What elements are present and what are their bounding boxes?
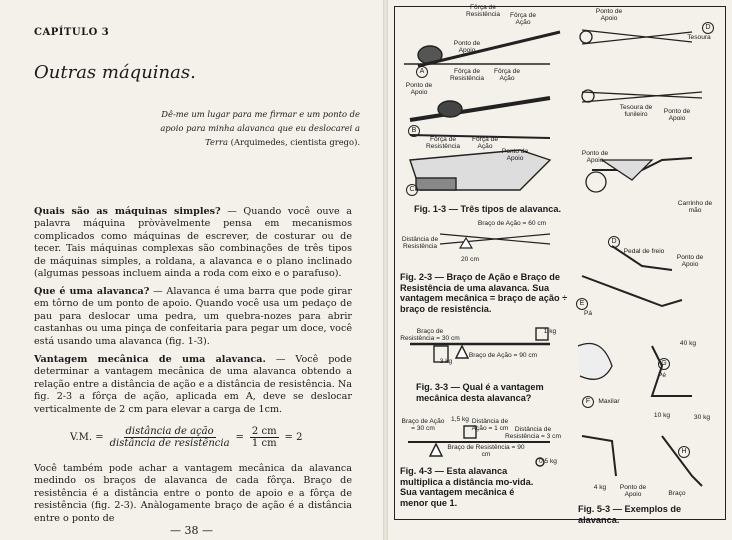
formula-denominator: distância de resistência (109, 438, 230, 449)
label-scissors: Tesoura (687, 34, 711, 41)
label-action-force-c: Fôrça de Ação (471, 136, 499, 150)
label-40kg: 40 kg (679, 340, 697, 347)
lever-types-illustration (400, 10, 580, 210)
label-resistance-distance-3: Distância de Resistência = 3 cm (505, 426, 561, 440)
formula-result: = 2 (284, 432, 303, 443)
paragraph-heading: Que é uma alavanca? (34, 286, 150, 297)
figure-3-3-caption: Fig. 3-3 — Qual é a vantagem mecânica desta alavanca? (416, 382, 544, 403)
label-resistance-force-c: Fôrça de Resistência (425, 136, 461, 150)
label-30kg: 30 kg (693, 414, 711, 421)
label-fulcrum-f: Ponto de Apoio (581, 150, 609, 164)
chapter-label: CAPÍTULO 3 (34, 27, 110, 38)
label-fulcrum-e: Ponto de Apoio (663, 108, 691, 122)
figure-1-3-caption: Fig. 1-3 — Três tipos de alavanca. (414, 204, 562, 214)
paragraph-mechanical-advantage (34, 354, 352, 416)
formula-denominator-2: 1 cm (251, 438, 277, 449)
formula-equals: = (235, 432, 244, 443)
page-title: Outras máquinas. (34, 62, 196, 83)
paragraph-lever (34, 286, 352, 348)
label-3kg: 3 kg (439, 358, 453, 365)
formula-lhs: V.M. = (70, 432, 104, 443)
label-d-example: D (608, 236, 620, 248)
label-fulcrum-g: Ponto de Apoio (676, 254, 704, 268)
paragraph-body: — Quando você ouve a palavra máquina pròvàvelmente pensa em mecanismos complicados como máquinas de escrever, de costurar ou de tecer. Tais máquinas complexas são combinações de três tipos de máquinas simples, a roldana, a alavanca e o plano inclinado (algumas pessoas incluem ainda a roda com eixo e o parafuso). (34, 206, 352, 280)
formula-fraction-2 (250, 426, 279, 449)
formula-numerator-2: 2 cm (251, 426, 277, 437)
label-f: F (582, 396, 594, 408)
figure-2-3-caption: Fig. 2-3 — Braço de Ação e Braço de Resistência de uma alavanca. Sua vantagem mecânica = braço de ação ÷ braço de resistência. (400, 272, 568, 314)
label-fulcrum-b: Ponto de Apoio (405, 82, 433, 96)
label-resistance-distance: Distância de Resistência (401, 236, 439, 250)
epigraph-text: Dê-me um lugar para me firmar e um ponto de apoio para minha alavanca que eu deslocarei a Terra (160, 109, 360, 147)
paragraph-heading: Quais são as máquinas simples? (34, 206, 221, 217)
label-action-arm-90: Braço de Ação = 90 cm (468, 352, 538, 359)
formula-numerator: distância de ação (125, 426, 214, 437)
label-h: H (678, 446, 690, 458)
paragraph-heading: Vantagem mecânica de uma alavanca. (34, 354, 266, 365)
epigraph (150, 107, 360, 149)
formula-fraction (110, 426, 230, 449)
label-action-distance-1: Distância de Ação = 1 cm (471, 418, 509, 432)
label-action-force-b: Fôrça de Ação (493, 68, 521, 82)
label-action-force: Fôrça de Ação (509, 12, 537, 26)
label-action-arm-60: Braço de Ação = 60 cm (477, 220, 547, 227)
lever-examples-illustration (572, 226, 720, 506)
right-page (386, 0, 732, 540)
label-05kg: 0,5 kg (539, 458, 557, 465)
label-resistance-arm-30: Braço de Resistência = 30 cm (400, 328, 460, 342)
paragraph-lever-arms: Você também pode achar a vantagem mecânica da alavanca medindo os braços de alavanca de cada fôrça. Braço de resistência é a distância entre o ponto de apoio e a fôrça de resistência (fig. 2-3). Anàlogamente braço de ação é a distância entre o ponto de (34, 463, 352, 524)
label-fulcrum-c: Ponto de Apoio (501, 148, 529, 162)
label-e: E (576, 298, 588, 310)
label-fulcrum-d: Ponto de Apoio (595, 8, 623, 22)
label-g: G (658, 358, 670, 370)
lever-question-diagram (400, 318, 570, 374)
paragraph-body: — Alavanca é uma barra que pode girar em tôrno de um ponto de apoio. Quando você usa um pedaço de pau para deslocar uma pedra, um quebra-nozes para abrir castanhas ou uma pinça de confeitaria para pegar um doce, você está usando uma alavanca (fig. 1-3). (34, 286, 352, 347)
label-c: C (406, 184, 418, 196)
paragraph-simple-machines (34, 206, 352, 280)
label-resistance-force: Fôrça de Resistência (465, 4, 501, 18)
label-fulcrum-h: Ponto de Apoio (619, 484, 647, 498)
label-jaw: Maxilar (598, 398, 620, 405)
label-d: D (702, 22, 714, 34)
label-action-arm-30: Braço de Ação = 30 cm (401, 418, 445, 432)
paragraph-body: — Você pode determinar a vantagem mecânica de uma alavanca obtendo a relação entre a distância de ação e a distância de resistência. Na fig. 2-3 a fôrça de ação, aplicada em A, deve se deslocar verticalmente de 2 cm para elevar a carga de 1cm. (34, 354, 352, 415)
page-number: — 38 — (170, 524, 213, 537)
label-wheelbarrow: Carrinho de mão (677, 200, 713, 214)
figure-5-3-caption: Fig. 5-3 — Exemplos de alavanca. (578, 504, 682, 525)
epigraph-author: (Arquimedes, cientista grego). (230, 137, 360, 147)
figure-4-3-caption: Fig. 4-3 — Esta alavanca multiplica a distância mo-vida. Sua vantagem mecânica é menor que 1. (400, 466, 534, 508)
label-fulcrum: Ponto de Apoio (453, 40, 481, 54)
label-10kg: 10 kg (653, 412, 671, 419)
label-resistance-arm-90: Braço de Resistência = 90 cm (447, 444, 525, 458)
label-1kg: 1 kg (543, 328, 557, 335)
label-shovel: Pá (583, 310, 593, 317)
label-b: B (408, 125, 420, 137)
label-15kg: 1,5 kg (451, 416, 469, 423)
label-arm: Braço (668, 490, 686, 497)
label-a: A (416, 66, 428, 78)
label-tin-snips: Tesoura de funileiro (619, 104, 653, 118)
label-4kg: 4 kg (593, 484, 607, 491)
label-foot: Pé (657, 372, 667, 379)
label-brake-pedal: Pedal de freio (623, 248, 665, 255)
mechanical-advantage-formula (70, 426, 330, 449)
label-20cm: 20 cm (461, 256, 479, 263)
label-resistance-force-b: Fôrça de Resistência (449, 68, 485, 82)
